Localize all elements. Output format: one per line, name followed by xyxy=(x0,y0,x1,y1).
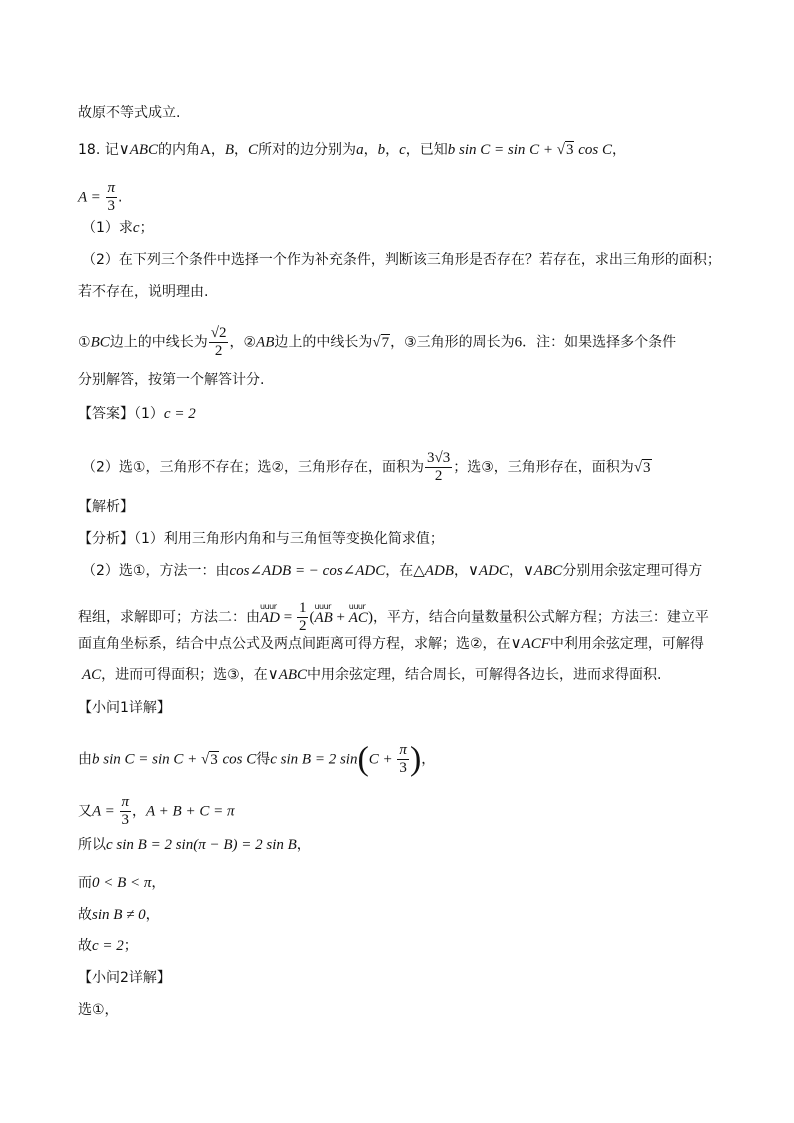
answer-2 xyxy=(82,450,652,485)
text: 又 xyxy=(78,803,92,820)
text: （2）选①，方法一：由 xyxy=(82,563,230,579)
q1-step-6 xyxy=(78,936,138,956)
radical-sign: √ xyxy=(201,751,210,768)
text: 【答案】（1） xyxy=(78,406,164,422)
math: ∨ACF xyxy=(510,636,550,652)
text: ， xyxy=(151,875,166,891)
math: C + xyxy=(368,751,397,768)
text: ， xyxy=(385,142,400,158)
math: b xyxy=(377,142,386,158)
math: △ADB xyxy=(413,563,454,579)
math: AC xyxy=(82,667,102,683)
analysis-line-5 xyxy=(82,665,662,685)
text: ，在 xyxy=(385,563,414,579)
text: 由 xyxy=(78,751,92,768)
math: c sin B = 2 sin xyxy=(270,751,358,768)
radical-sign: √ xyxy=(556,142,565,158)
fraction-pi-over-3 xyxy=(397,742,409,777)
fraction-3sqrt3-over-2 xyxy=(425,450,452,485)
math: cos C xyxy=(218,751,257,768)
problem-18-statement xyxy=(78,140,626,160)
math: b sin C = sin C + xyxy=(447,142,557,158)
numerator: 3√3 xyxy=(427,450,451,466)
q1-step-4 xyxy=(78,873,165,893)
text: （2）选①，三角形不存在；选②，三角形存在，面积为 xyxy=(82,459,425,476)
text: ，已知 xyxy=(405,142,448,158)
text: 18. 记 xyxy=(78,142,119,158)
left-paren: ( xyxy=(357,740,369,778)
math: + xyxy=(332,609,349,626)
text: ， xyxy=(210,142,225,158)
math: B xyxy=(224,142,235,158)
fraction-pi-over-3 xyxy=(120,794,132,829)
math: ∨ADC xyxy=(467,563,509,579)
math: ∨ABC xyxy=(267,667,308,683)
text: 分别解答，按第一个解答计分. xyxy=(78,372,265,388)
text: ， xyxy=(421,751,436,768)
text: 边上的中线长为 xyxy=(274,334,373,351)
text: ， xyxy=(611,142,626,158)
right-paren: ) xyxy=(409,740,422,778)
text: 程组，求解即可；方法二：由 xyxy=(78,609,260,626)
question-1 xyxy=(82,218,154,238)
text: 而 xyxy=(78,875,92,891)
math: 0 < B < π xyxy=(92,875,152,891)
fraction-pi-over-3 xyxy=(106,180,118,215)
numerator: √2 xyxy=(210,325,227,341)
sqrt-3 xyxy=(201,751,219,768)
math: ( xyxy=(309,609,315,626)
text: 故原不等式成立. xyxy=(78,105,181,121)
text: ，② xyxy=(229,334,257,351)
condition-A xyxy=(78,180,122,215)
text: 若不存在，说明理由. xyxy=(78,284,209,300)
text: 故 xyxy=(78,938,92,954)
text: 【小问1详解】 xyxy=(78,700,171,716)
denominator: 3 xyxy=(399,760,407,776)
math: cos∠ADB = − cos∠ADC xyxy=(229,563,386,579)
denominator: 3 xyxy=(121,812,130,828)
q1-step-1 xyxy=(78,742,435,777)
math: cos C xyxy=(574,142,612,158)
section-q1-detail xyxy=(78,698,171,718)
text: 边上的中线长为 xyxy=(109,334,208,351)
text: （1）求 xyxy=(82,220,133,236)
question-2-line-1 xyxy=(82,250,721,270)
radical-sign: √ xyxy=(633,459,643,476)
math: A xyxy=(200,142,211,158)
text: ， xyxy=(453,563,468,579)
q1-step-2 xyxy=(78,794,234,829)
math: ) xyxy=(367,609,373,626)
analysis-line-2 xyxy=(82,561,702,581)
numerator: 1 xyxy=(298,600,307,616)
text: ； xyxy=(123,938,138,954)
text: . xyxy=(118,189,123,206)
text: ， xyxy=(508,563,523,579)
math: c = 2 xyxy=(92,938,124,954)
text: 分别用余弦定理可得方 xyxy=(562,563,703,579)
text: 中利用余弦定理，可解得 xyxy=(549,636,704,652)
question-2-line-2 xyxy=(78,282,208,302)
text: 中用余弦定理，结合周长，可解得各边长，进而求得面积. xyxy=(307,667,662,683)
text: 的内角 xyxy=(158,142,201,158)
numerator: π xyxy=(121,794,130,810)
q1-step-5 xyxy=(78,905,160,925)
analysis-line-3 xyxy=(78,600,709,635)
text: ， xyxy=(363,142,378,158)
math: C xyxy=(248,142,259,158)
math: A = xyxy=(78,189,105,206)
radicand: 3 xyxy=(565,142,574,158)
vector-AD: uuur AD xyxy=(260,608,280,628)
radicand: 3 xyxy=(643,459,651,476)
radical-sign: √ xyxy=(372,334,381,351)
math: BC xyxy=(90,334,110,351)
denominator: 2 xyxy=(214,343,223,359)
answer-1 xyxy=(78,404,196,424)
math: AB xyxy=(256,334,275,351)
math: c xyxy=(132,220,140,236)
denominator: 2 xyxy=(434,468,443,484)
section-analysis xyxy=(78,497,134,517)
text: ， xyxy=(234,142,249,158)
text: 面直角坐标系，结合中点公式及两点间距离可得方程，求解；选②，在 xyxy=(78,636,511,652)
text: 所对的边分别为 xyxy=(258,142,357,158)
math: ∨ABC xyxy=(118,142,159,158)
sqrt-3 xyxy=(557,141,575,158)
math: 6 xyxy=(514,334,523,351)
text: ，进而可得面积；选③，在 xyxy=(101,667,268,683)
text: ， xyxy=(145,907,160,923)
denominator: 3 xyxy=(107,198,116,214)
denominator: 2 xyxy=(298,618,307,634)
fraction-sqrt2-over-2 xyxy=(209,325,229,360)
radicand: 3 xyxy=(210,751,218,768)
text: 【分析】（1）利用三角形内角和与三角恒等变换化简求值； xyxy=(78,531,444,547)
text: ，③三角形的周长为 xyxy=(390,334,515,351)
text: ， xyxy=(132,803,147,820)
math: sin B ≠ 0 xyxy=(92,907,146,923)
text: ； xyxy=(139,220,154,236)
math: A + B + C = π xyxy=(146,803,235,820)
radicand: 7 xyxy=(381,334,390,351)
text: 得 xyxy=(256,751,271,768)
analysis-line-1 xyxy=(78,529,444,549)
sqrt-3 xyxy=(634,459,652,476)
numerator: π xyxy=(399,742,407,758)
conditions-note xyxy=(78,370,264,390)
text: 【解析】 xyxy=(78,499,134,515)
text: 【小问2详解】 xyxy=(78,970,171,986)
math: c xyxy=(399,142,406,158)
text: ， xyxy=(296,837,311,853)
math: c = 2 xyxy=(163,406,196,422)
math: ∨ABC xyxy=(522,563,563,579)
text: ① xyxy=(78,334,91,351)
section-q2-detail xyxy=(78,968,171,988)
conditions-line xyxy=(78,325,676,360)
sqrt-7 xyxy=(372,334,390,351)
text: 故 xyxy=(78,907,92,923)
math: c sin B = 2 sin(π − B) = 2 sin B xyxy=(106,837,297,853)
q1-step-3 xyxy=(78,835,311,855)
vector-AB: uuur AB xyxy=(314,608,332,628)
text: （2）在下列三个条件中选择一个作为补充条件，判断该三角形是否存在？若存在，求出三角形的面积； xyxy=(82,252,721,268)
text: ．注：如果选择多个条件 xyxy=(522,334,677,351)
numerator: π xyxy=(107,180,116,196)
text: 选①， xyxy=(78,1002,119,1018)
fraction-1-over-2 xyxy=(297,600,309,635)
math: = xyxy=(280,609,296,626)
math: b sin C = sin C + xyxy=(92,751,202,768)
text-line-conclusion xyxy=(78,103,180,123)
text: ；选③，三角形存在，面积为 xyxy=(453,459,634,476)
analysis-line-4 xyxy=(78,634,704,654)
text: ，平方，结合向量数量积公式解方程；方法三：建立平 xyxy=(372,609,709,626)
text: 所以 xyxy=(78,837,106,853)
vector-AC: uuur AC xyxy=(349,608,368,628)
math: a xyxy=(356,142,364,158)
q2-choice-1 xyxy=(78,1000,119,1020)
math: A = xyxy=(92,803,119,820)
